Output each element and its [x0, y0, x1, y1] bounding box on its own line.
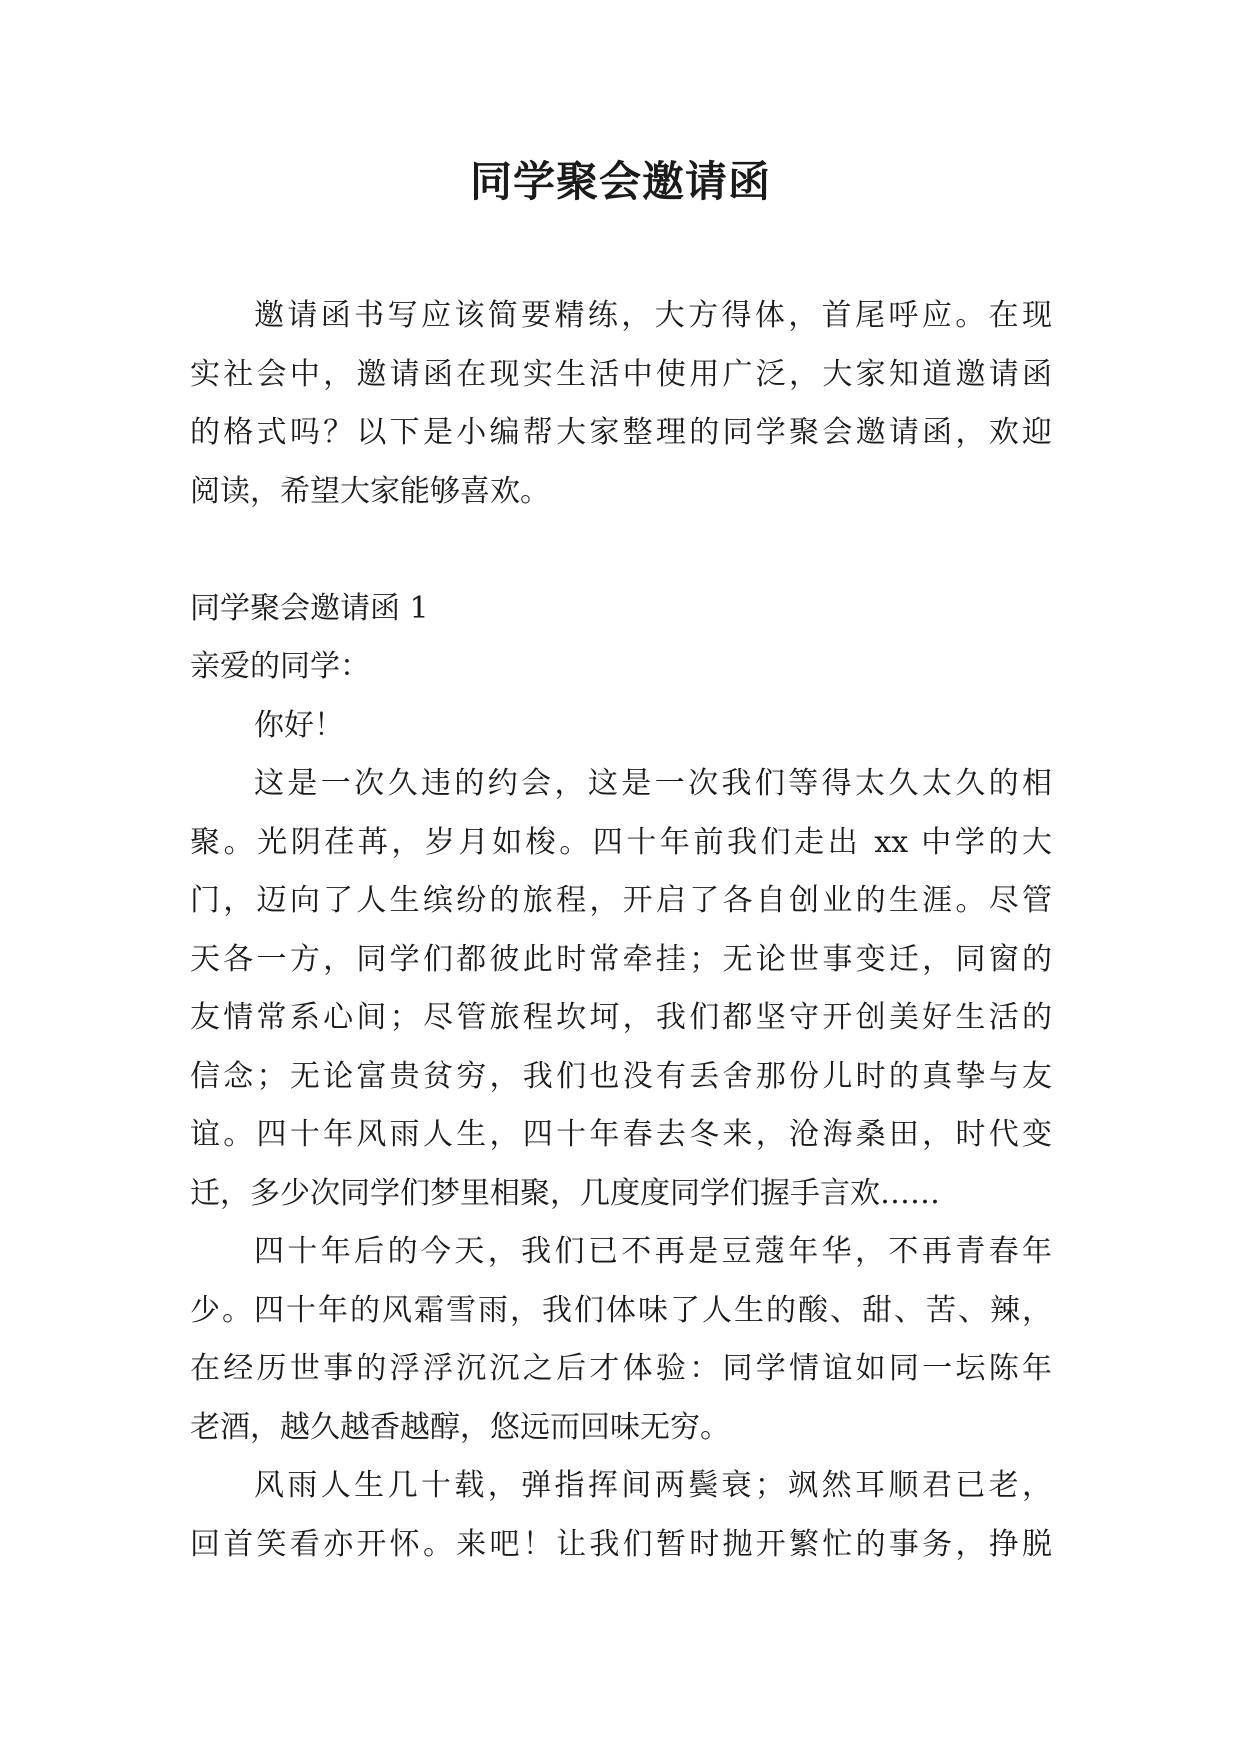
paragraph-line: 在经历世事的浮浮沉沉之后才体验：同学情谊如同一坛陈年 — [190, 1351, 1052, 1386]
intro-line: 邀请函书写应该简要精练，大方得体，首尾呼应。在现 — [254, 298, 1052, 333]
paragraph-line: 回首笑看亦开怀。来吧！让我们暂时抛开繁忙的事务，挣脱 — [190, 1526, 1052, 1562]
paragraph-1 — [190, 755, 1052, 1223]
paragraph-line: 天各一方，同学们都彼此时常牵挂；无论世事变迁，同窗的 — [190, 941, 1052, 977]
paragraph-line: 聚。光阴荏苒，岁月如梭。四十年前我们走出 xx 中学的大 — [190, 824, 1052, 860]
paragraph-line: 风雨人生几十载，弹指挥间两鬓衰；飒然耳顺君已老， — [254, 1468, 1052, 1503]
paragraph-line: 门，迈向了人生缤纷的旅程，开启了各自创业的生涯。尽管 — [190, 883, 1052, 918]
intro-line: 的格式吗？以下是小编帮大家整理的同学聚会邀请函，欢迎 — [190, 415, 1052, 450]
paragraph-line: 老酒，越久越香越醇，悠远而回味无穷。 — [190, 1409, 730, 1445]
intro-line: 实社会中，邀请函在现实生活中使用广泛，大家知道邀请函 — [190, 356, 1052, 392]
section-heading: 同学聚会邀请函 1 — [190, 590, 429, 626]
intro-paragraph — [190, 287, 1052, 521]
paragraph-line: 谊。四十年风雨人生，四十年春去冬来，沧海桑田，时代变 — [190, 1117, 1052, 1152]
paragraph-3 — [190, 1457, 1052, 1574]
paragraph-line: 少。四十年的风霜雪雨，我们体味了人生的酸、甜、苦、辣， — [190, 1292, 1052, 1328]
paragraph-line: 这是一次久违的约会，这是一次我们等得太久太久的相 — [254, 766, 1052, 801]
document-title: 同学聚会邀请函 — [469, 157, 771, 206]
paragraph-line: 友情常系心间；尽管旅程坎坷，我们都坚守开创美好生活的 — [190, 1000, 1052, 1035]
intro-line: 阅读，希望大家能够喜欢。 — [190, 473, 550, 509]
paragraph-line: 信念；无论富贵贫穷，我们也没有丢舍那份儿时的真挚与友 — [190, 1058, 1052, 1094]
greeting: 你好！ — [254, 707, 344, 743]
paragraph-line: 迁，多少次同学们梦里相聚，几度度同学们握手言欢…… — [190, 1175, 940, 1211]
salutation: 亲爱的同学： — [190, 649, 370, 684]
paragraph-spacer — [190, 521, 1052, 580]
paragraph-2 — [190, 1223, 1052, 1457]
paragraph-line: 四十年后的今天，我们已不再是豆蔻年华，不再青春年 — [254, 1234, 1052, 1269]
document-body — [190, 287, 1052, 1574]
